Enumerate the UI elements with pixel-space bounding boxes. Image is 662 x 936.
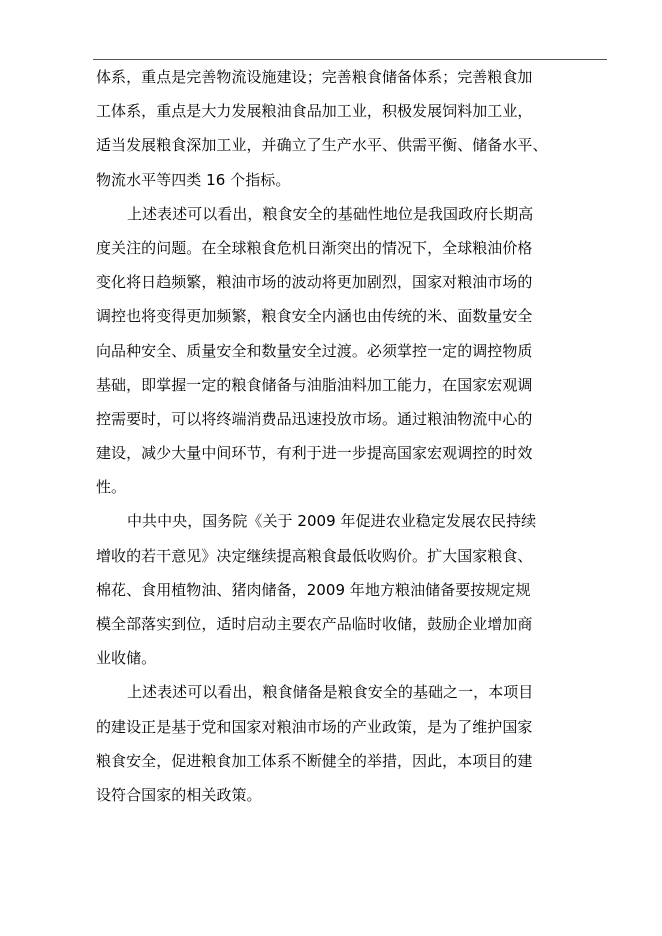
paragraph-line: 基础，即掌握一定的粮食储备与油脂油料加工能力，在国家宏观调: [96, 375, 533, 394]
paragraph-line: 物流水平等四类 16 个指标。: [96, 170, 291, 189]
paragraph-line: 度关注的问题。在全球粮食危机日渐突出的情况下，全球粮油价格: [96, 238, 533, 257]
paragraph-line: 粮食安全，促进粮食加工体系不断健全的举措，因此，本项目的建: [96, 751, 533, 770]
paragraph-line: 增收的若干意见》决定继续提高粮食最低收购价。扩大国家粮食、: [96, 546, 533, 565]
paragraph-line: 体系，重点是完善物流设施建设；完善粮食储备体系；完善粮食加: [96, 68, 533, 86]
paragraph-line: 性。: [96, 478, 127, 497]
paragraph-line: 模全部落实到位，适时启动主要农产品临时收储，鼓励企业增加商: [96, 615, 533, 633]
paragraph-line: 上述表述可以看出，粮食储备是粮食安全的基础之一，本项目: [127, 683, 534, 702]
paragraph-1: [96, 60, 608, 197]
paragraph-3: [96, 504, 608, 675]
paragraph-line: 调控也将变得更加频繁，粮食安全内涵也由传统的米、面数量安全: [96, 307, 533, 326]
paragraph-line: 工体系，重点是大力发展粮油食品加工业，积极发展饲料加工业，: [96, 102, 533, 121]
paragraph-line: 变化将日趋频繁，粮油市场的波动将更加剧烈，国家对粮油市场的: [96, 273, 533, 292]
paragraph-line: 棉花、食用植物油、猪肉储备，2009 年地方粮油储备要按规定规: [96, 580, 531, 599]
paragraph-4: [96, 675, 608, 812]
paragraph-line: 业收储。: [96, 649, 157, 668]
paragraph-line: 中共中央，国务院《关于 2009 年促进农业稳定发展农民持续: [127, 512, 537, 531]
paragraph-line: 控需要时，可以将终端消费品迅速投放市场。通过粮油物流中心的: [96, 409, 533, 428]
document-body: [96, 60, 608, 812]
paragraph-2: [96, 197, 608, 505]
paragraph-line: 适当发展粮食深加工业，并确立了生产水平、供需平衡、储备水平、: [96, 136, 548, 155]
paragraph-line: 建设，减少大量中间环节，有利于进一步提高国家宏观调控的时效: [96, 444, 533, 463]
paragraph-line: 的建设正是基于党和国家对粮油市场的产业政策，是为了维护国家: [96, 717, 533, 736]
paragraph-line: 上述表述可以看出，粮食安全的基础性地位是我国政府长期高: [127, 204, 534, 223]
paragraph-line: 向品种安全、质量安全和数量安全过渡。必须掌控一定的调控物质: [96, 341, 533, 360]
paragraph-line: 设符合国家的相关政策。: [96, 785, 262, 804]
